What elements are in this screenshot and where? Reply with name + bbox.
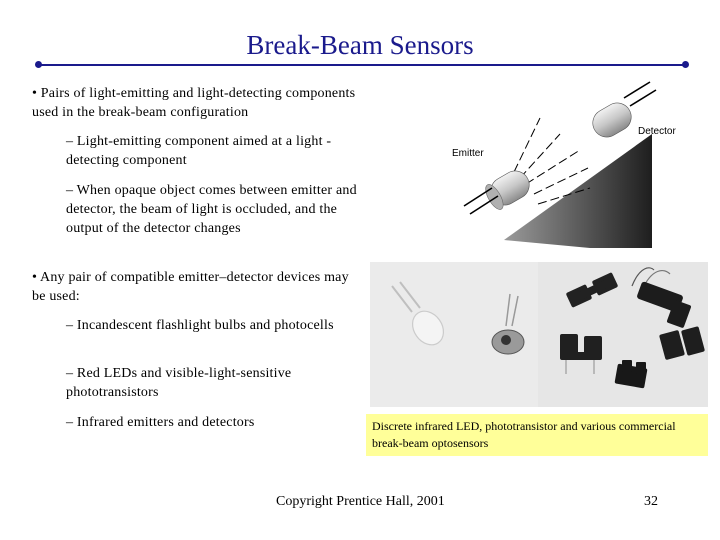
sub-bullet-red-leds: – Red LEDs and visible-light-sensitive phototransistors xyxy=(66,366,292,400)
optosensor-photo xyxy=(370,262,708,407)
detector-label: Detector xyxy=(638,126,676,137)
bullet-pairs: • Pairs of light-emitting and light-detecting components used in the break-beam configuration xyxy=(32,86,356,120)
rule-dot-left xyxy=(35,61,42,68)
sub-bullet-aimed: – Light-emitting component aimed at a light -detecting component xyxy=(66,134,332,168)
title-rule xyxy=(38,64,686,66)
photo-caption: Discrete infrared LED, phototransistor and various commercial break-beam optosensors xyxy=(366,414,708,456)
sub-bullet-incandescent: – Incandescent flashlight bulbs and photocells xyxy=(66,318,334,333)
break-beam-diagram xyxy=(440,78,690,253)
sub-bullet-occluded: – When opaque object comes between emitter and detector, the beam of light is occluded, and the output of the detector changes xyxy=(66,183,357,236)
emitter-label: Emitter xyxy=(452,148,484,159)
detector-leads xyxy=(624,82,656,106)
detector-body xyxy=(588,98,637,142)
sub-bullet-infrared: – Infrared emitters and detectors xyxy=(66,415,255,430)
slide-title: Break-Beam Sensors xyxy=(246,30,474,60)
page-number: 32 xyxy=(644,494,658,509)
copyright-footer: Copyright Prentice Hall, 2001 xyxy=(276,494,445,509)
bullet-any-pair: • Any pair of compatible emitter–detector devices may be used: xyxy=(32,270,349,304)
rule-dot-right xyxy=(682,61,689,68)
